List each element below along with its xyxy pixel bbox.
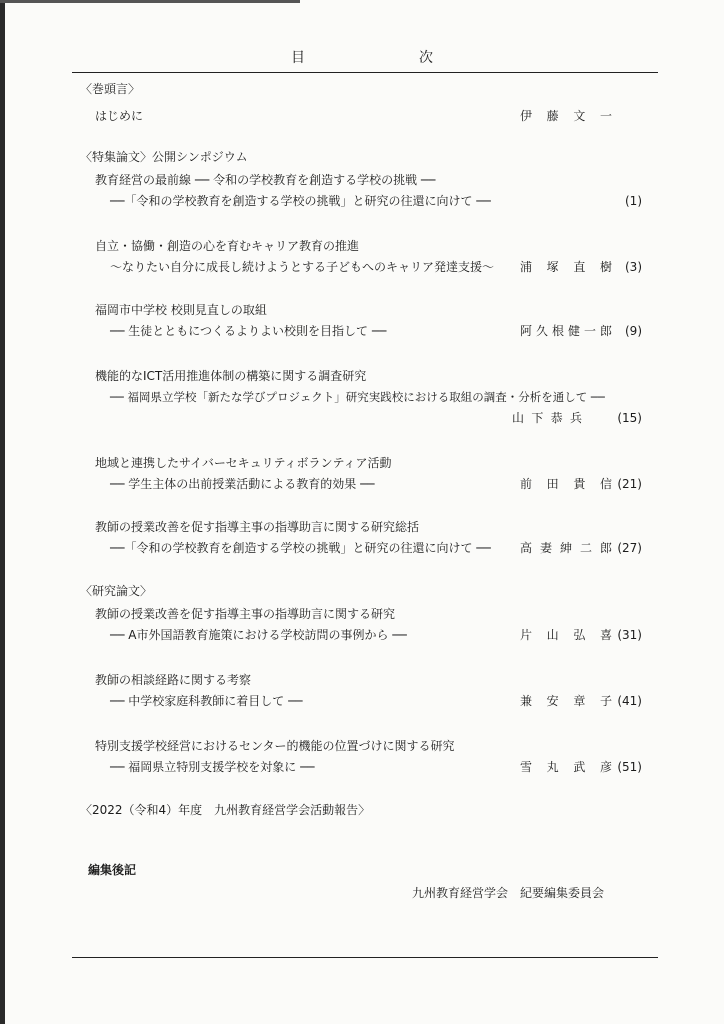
entry-title: 自立・協働・創造の心を育むキャリア教育の推進 [95, 239, 360, 253]
entry-subtitle: ──「令和の学校教育を創造する学校の挑戦」と研究の往還に向けて ── [110, 194, 491, 208]
activity-report: 〈2022（令和4）年度 九州教育経営学会活動報告〉 [80, 803, 371, 817]
bottom-rule [72, 957, 658, 958]
top-rule [72, 72, 658, 73]
entry-title: 特別支援学校経営におけるセンター的機能の位置づけに関する研究 [95, 739, 455, 753]
entry-author: 山下恭兵 [512, 411, 582, 425]
entry-author: 阿久根健一郎 [520, 324, 612, 338]
entry-page: (31) [617, 628, 642, 642]
entry-subtitle: ── 学生主体の出前授業活動による教育的効果 ── [110, 477, 375, 491]
entry-subtitle: ── 中学校家庭科教師に着目して ── [110, 694, 303, 708]
entry-page: (3) [625, 260, 642, 274]
entry-author: 雪丸武彦 [520, 760, 612, 774]
entry-title: 福岡市中学校 校則見直しの取組 [95, 303, 267, 317]
entry-subtitle: ～なりたい自分に成長し続けようとする子どもへのキャリア発達支援～ [110, 260, 495, 274]
section-preface: 〈巻頭言〉 [80, 82, 141, 96]
entry-subtitle: ── A市外国語教育施策における学校訪問の事例から ── [110, 628, 407, 642]
entry-author: 前田貴信 [520, 477, 612, 491]
entry-page: (1) [625, 194, 642, 208]
page-top-edge [0, 0, 300, 3]
entry-title: 教師の授業改善を促す指導主事の指導助言に関する研究 [95, 607, 396, 621]
preface-title: はじめに [95, 109, 144, 123]
postscript-label: 編集後記 [88, 863, 137, 877]
entry-title: 地域と連携したサイバーセキュリティボランティア活動 [95, 456, 392, 470]
entry-page: (51) [617, 760, 642, 774]
entry-subtitle: ── 福岡県立学校「新たな学びプロジェクト」研究実践校における取組の調査・分析を通して ── [110, 390, 605, 404]
entry-author: 片山弘喜 [520, 628, 612, 642]
entry-author: 浦塚直樹 [520, 260, 612, 274]
entry-title: 教育経営の最前線 ── 令和の学校教育を創造する学校の挑戦 ── [95, 173, 436, 187]
page-title: 目 次 [291, 50, 483, 66]
entry-page: (21) [617, 477, 642, 491]
entry-author: 高妻紳二郎 [520, 541, 612, 555]
entry-title: 教師の授業改善を促す指導主事の指導助言に関する研究総括 [95, 520, 420, 534]
entry-subtitle: ── 生徒とともにつくるよりよい校則を目指して ── [110, 324, 387, 338]
section-research: 〈研究論文〉 [80, 584, 153, 598]
entry-page: (27) [617, 541, 642, 555]
section-featured: 〈特集論文〉公開シンポジウム [80, 150, 248, 164]
entry-page: (9) [625, 324, 642, 338]
entry-subtitle: ── 福岡県立特別支援学校を対象に ── [110, 760, 315, 774]
entry-page: (41) [617, 694, 642, 708]
entry-title: 機能的なICT活用推進体制の構築に関する調査研究 [95, 369, 367, 383]
page-binding-edge [0, 0, 5, 1024]
entry-title: 教師の相談経路に関する考察 [95, 673, 252, 687]
editorial-committee: 九州教育経営学会 紀要編集委員会 [412, 886, 605, 900]
entry-subtitle: ──「令和の学校教育を創造する学校の挑戦」と研究の往還に向けて ── [110, 541, 491, 555]
entry-author: 兼安章子 [520, 694, 612, 708]
entry-page: (15) [617, 411, 642, 425]
preface-author: 伊藤文一 [520, 109, 612, 123]
